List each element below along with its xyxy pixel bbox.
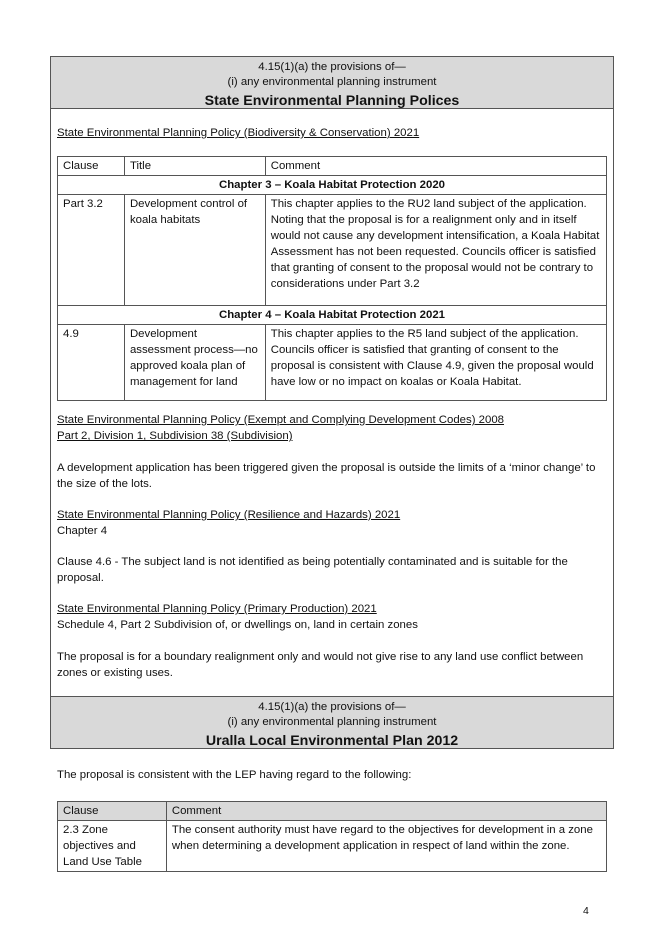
clause-cell: Part 3.2 <box>58 195 125 306</box>
sepp-exempt-block <box>57 412 609 444</box>
col-header-clause: Clause <box>58 802 167 821</box>
section-title: Uralla Local Environmental Plan 2012 <box>205 733 459 749</box>
clause-cell: 4.9 <box>58 325 125 401</box>
comment-cell: The consent authority must have regard to the objectives for development in a zone when determining a development application in respect of land within the zone. <box>166 821 606 872</box>
table-header-row <box>58 157 607 176</box>
chapter-row <box>58 306 607 325</box>
chapter-3-heading: Chapter 3 – Koala Habitat Protection 2020 <box>58 176 607 195</box>
sepp-primary-text: The proposal is for a boundary realignment only and would not give rise to any land use conflict between zones or existing uses. <box>57 651 584 679</box>
lep-intro: The proposal is consistent with the LEP having regard to the following: <box>57 769 412 781</box>
col-header-comment: Comment <box>166 802 606 821</box>
header-line-1: 4.15(1)(a) the provisions of— <box>258 61 406 73</box>
col-header-comment: Comment <box>265 157 606 176</box>
table-row <box>58 195 607 306</box>
sepp-resilience-heading: State Environmental Planning Policy (Resilience and Hazards) 2021 <box>57 509 401 521</box>
lep-table <box>57 801 607 872</box>
title-cell: Development assessment process—no approved koala plan of management for land <box>124 325 265 401</box>
sepp-exempt-heading: State Environmental Planning Policy (Exempt and Complying Development Codes) 2008 <box>57 414 505 426</box>
section-header-lep <box>50 696 614 749</box>
table-row <box>58 821 607 872</box>
koala-table <box>57 156 607 401</box>
header-line-2: (i) any environmental planning instrument <box>227 716 437 728</box>
title-cell: Development control of koala habitats <box>124 195 265 306</box>
sepp-resilience-text: Clause 4.6 - The subject land is not identified as being potentially contaminated and is suitable for the proposal. <box>57 556 568 584</box>
sepp-resilience-block <box>57 507 609 539</box>
section-title: State Environmental Planning Polices <box>204 93 460 109</box>
clause-cell: 2.3 Zone objectives and Land Use Table <box>58 821 167 872</box>
comment-cell: This chapter applies to the R5 land subject of the application. Councils officer is satisfied that granting of consent to the proposal is consistent with Clause 4.9, given the proposal would have low or no impact on koalas or Koala Habitat. <box>265 325 606 401</box>
col-header-clause: Clause <box>58 157 125 176</box>
comment-cell: This chapter applies to the RU2 land subject of the application. Noting that the proposal is for a realignment only and in itself would not cause any development intensification, a Koala Habitat Assessment has not been requested. Councils officer is satisfied that granting of consent to the proposal would not be contrary to considerations under Part 3.2 <box>265 195 606 306</box>
sepp-primary-sub: Schedule 4, Part 2 Subdivision of, or dwellings on, land in certain zones <box>57 619 418 631</box>
sepp-primary-heading: State Environmental Planning Policy (Primary Production) 2021 <box>57 603 377 615</box>
sepp-primary-block <box>57 601 609 633</box>
table-header-row <box>58 802 607 821</box>
sepp-biodiversity-heading: State Environmental Planning Policy (Biodiversity & Conservation) 2021 <box>57 127 420 139</box>
section-header-sepp <box>50 56 614 109</box>
sepp-exempt-subheading: Part 2, Division 1, Subdivision 38 (Subdivision) <box>57 430 293 442</box>
chapter-row <box>58 176 607 195</box>
table-row <box>58 325 607 401</box>
sepp-exempt-text: A development application has been triggered given the proposal is outside the limits of a ‘minor change’ to the size of the lots. <box>57 462 596 490</box>
header-line-2: (i) any environmental planning instrument <box>227 76 437 88</box>
header-line-1: 4.15(1)(a) the provisions of— <box>258 701 406 713</box>
col-header-title: Title <box>124 157 265 176</box>
page-number: 4 <box>583 905 589 917</box>
sepp-resilience-sub: Chapter 4 <box>57 525 108 537</box>
chapter-4-heading: Chapter 4 – Koala Habitat Protection 2021 <box>58 306 607 325</box>
